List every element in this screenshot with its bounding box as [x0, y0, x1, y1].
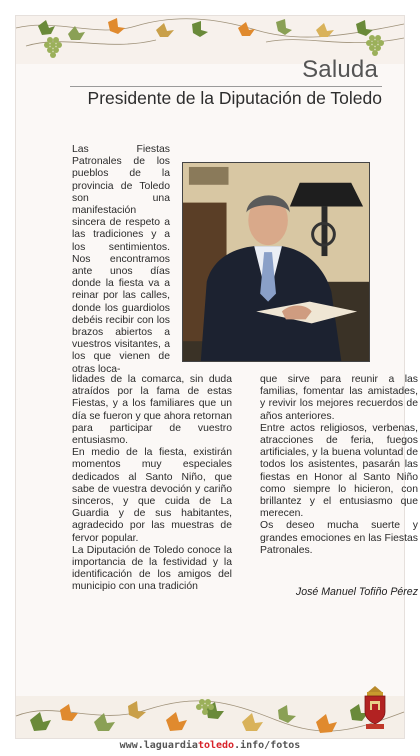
heading-rule: [70, 86, 382, 87]
paragraph: En medio de la fiesta, existirán momentos muy especiales dedicados al Santo Niño, que sabe de vuestra devoción y cariño sinceros, y que cuida de La Guardia y de sus habitantes, agradecido por las muestras de fervor popular.: [72, 447, 232, 544]
section-heading: Saluda: [302, 56, 378, 83]
url-accent: toledo: [197, 740, 235, 751]
text-column-right: [260, 374, 418, 557]
paragraph: que sirve para reunir a las familias, fomentar las amistades, y revivir los mejores recuerdos de años anteriores.: [260, 374, 418, 422]
lamp-shade: [290, 183, 363, 207]
paragraph: La Diputación de Toledo conoce la importancia de la festividad y la identificación de los amigos del municipio con una tradición: [72, 544, 232, 593]
paragraph: Entre actos religiosos, verbenas, atracciones de feria, fuegos artificiales, y la buena voluntad de todos los asistentes, pasarán las fiestas en Honor al Santo Niño como siempre lo hicieron, con brillantez y el entusiasmo que merecen.: [260, 422, 418, 520]
floral-border-bottom: [16, 676, 404, 738]
text-column-intro: [72, 144, 170, 376]
paragraph: Os deseo mucha suerte y grandes emociones en las Fiestas Patronales.: [260, 520, 418, 556]
text-column-left: [72, 374, 232, 594]
photo-frame: [189, 167, 229, 185]
page-title: Presidente de la Diputación de Toledo: [87, 88, 382, 108]
url-prefix: www.laguardia: [119, 740, 198, 751]
lamp-base: [322, 207, 328, 257]
coat-of-arms-icon: [362, 686, 388, 730]
footer-url[interactable]: [0, 740, 420, 751]
paragraph: lidades de la comarca, sin duda atraídos por la fama de estas Fiestas, y a los familiares que un día se fueron y que ahora retornan para participar de vuestro entusiasmo.: [72, 374, 233, 447]
url-suffix: .info/fotos: [234, 740, 301, 751]
signature: José Manuel Tofiño Pérez: [295, 586, 418, 598]
magazine-page: [16, 16, 418, 738]
portrait-photo: [182, 162, 370, 362]
paragraph-intro: Las Fiestas Patronales de los pueblos de la provincia de Toledo son una manifestación sincera de respeto a las tradiciones y a los sentimientos. Nos encontramos ante unos días donde la fiesta va a reinar por las calles, donde los guardiolos debéis recibir con los brazos abiertos a vuestros visitantes, a los que vienen de otras loca-: [72, 144, 170, 375]
